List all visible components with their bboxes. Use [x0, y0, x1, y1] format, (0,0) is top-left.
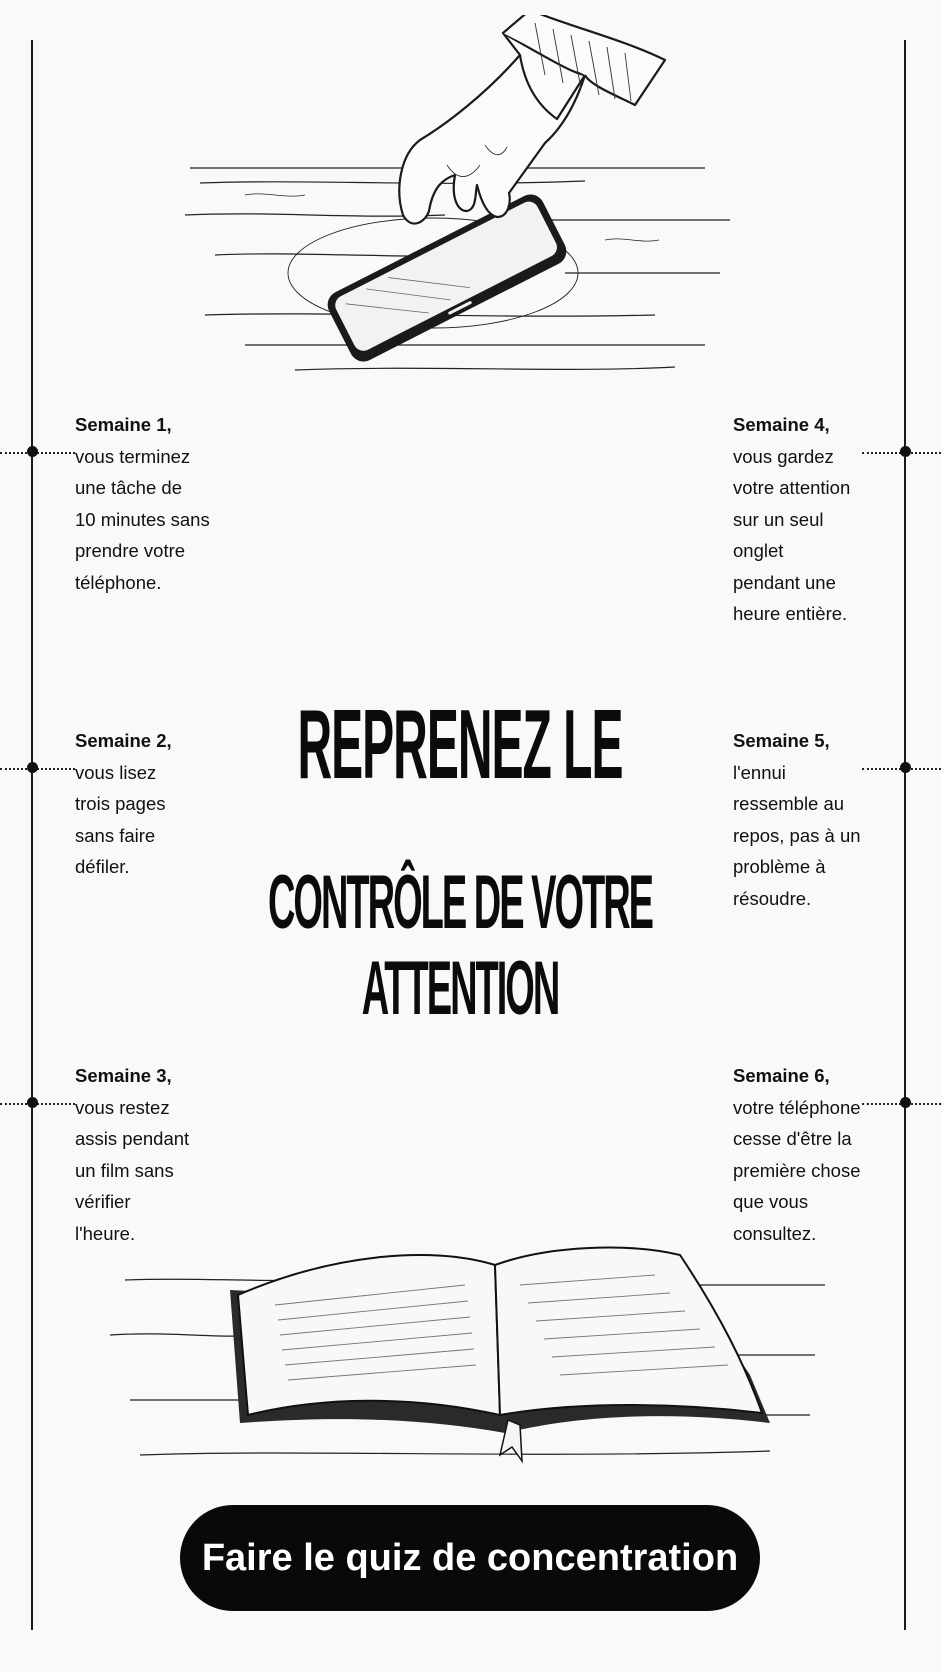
timeline-node-week-6: [900, 1097, 911, 1108]
timeline-rail-left: [31, 40, 33, 1630]
week-4-entry: [733, 409, 873, 630]
timeline-node-week-3: [27, 1097, 38, 1108]
headline-line-2: CONTRÔLE DE VOTRE ATTENTION: [267, 862, 653, 1032]
open-book-illustration: [110, 1215, 830, 1470]
timeline-rail-right: [904, 40, 906, 1630]
week-3-body: vous restez assis pendant un film sans vérifier l'heure.: [75, 1096, 190, 1244]
hand-phone-illustration: [185, 15, 745, 395]
week-6-body: votre téléphone cesse d'être la première chose que vous consultez.: [733, 1096, 861, 1244]
week-5-entry: [733, 725, 873, 914]
focus-quiz-button[interactable]: Faire le quiz de concentration: [180, 1505, 760, 1611]
week-4-body: vous gardez votre attention sur un seul onglet pendant une heure entière.: [733, 445, 851, 624]
week-2-title: Semaine 2,: [75, 730, 172, 751]
week-5-body: l'ennui ressemble au repos, pas à un problème à résoudre.: [733, 761, 861, 909]
week-1-body: vous terminez une tâche de 10 minutes sans prendre votre téléphone.: [75, 445, 210, 593]
headline-line-1: REPRENEZ LE: [297, 692, 623, 801]
timeline-node-week-5: [900, 762, 911, 773]
week-5-title: Semaine 5,: [733, 730, 830, 751]
week-6-title: Semaine 6,: [733, 1065, 830, 1086]
week-3-title: Semaine 3,: [75, 1065, 172, 1086]
week-1-title: Semaine 1,: [75, 414, 172, 435]
timeline-node-week-2: [27, 762, 38, 773]
week-4-title: Semaine 4,: [733, 414, 830, 435]
timeline-node-week-4: [900, 446, 911, 457]
week-1-entry: [75, 409, 225, 598]
timeline-node-week-1: [27, 446, 38, 457]
week-2-body: vous lisez trois pages sans faire défiler.: [75, 761, 166, 877]
